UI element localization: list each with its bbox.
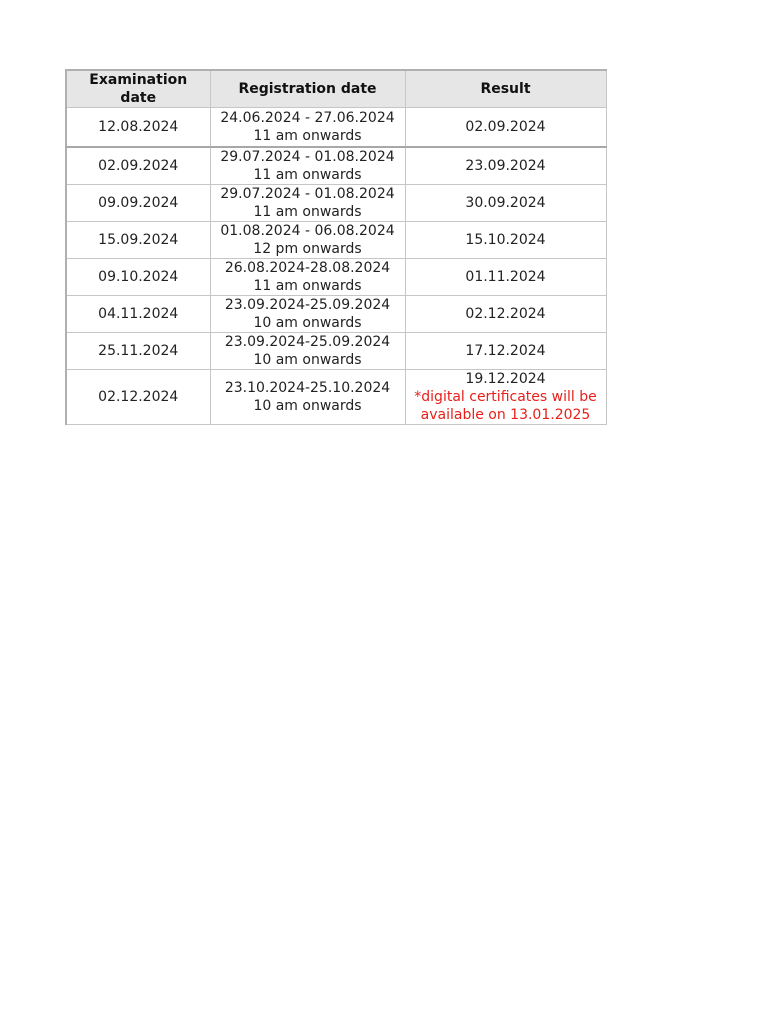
- registration-cell: [210, 259, 405, 296]
- result-date: 19.12.2024: [465, 371, 546, 387]
- registration-cell: [210, 108, 405, 148]
- table-row: [66, 370, 606, 425]
- exam-date-cell: 25.11.2024: [66, 333, 210, 370]
- exam-date-cell: 09.10.2024: [66, 259, 210, 296]
- table-row: [66, 259, 606, 296]
- header-registration-date: Registration date: [210, 70, 405, 108]
- registration-cell: [210, 222, 405, 259]
- registration-dates: 23.09.2024-25.09.2024: [224, 334, 391, 350]
- result-date-cell: 23.09.2024: [405, 147, 606, 185]
- registration-time: 11 am onwards: [253, 204, 362, 220]
- exam-date-cell: 04.11.2024: [66, 296, 210, 333]
- registration-dates: 23.09.2024-25.09.2024: [224, 297, 391, 313]
- table-row: [66, 185, 606, 222]
- exam-schedule-table: [65, 69, 607, 425]
- table-row: [66, 333, 606, 370]
- registration-cell: [210, 333, 405, 370]
- result-date-cell: 01.11.2024: [405, 259, 606, 296]
- registration-dates: 01.08.2024 - 06.08.2024: [220, 223, 395, 239]
- result-date-cell: 02.12.2024: [405, 296, 606, 333]
- registration-dates: 23.10.2024-25.10.2024: [224, 380, 391, 396]
- certificate-note: *digital certificates will be available on 13.01.2025: [414, 389, 597, 423]
- result-cell: [405, 370, 606, 425]
- registration-time: 12 pm onwards: [253, 241, 362, 257]
- exam-date-cell: 02.12.2024: [66, 370, 210, 425]
- result-date-cell: 15.10.2024: [405, 222, 606, 259]
- registration-cell: [210, 296, 405, 333]
- header-result: Result: [405, 70, 606, 108]
- registration-dates: 29.07.2024 - 01.08.2024: [220, 186, 395, 202]
- exam-date-cell: 15.09.2024: [66, 222, 210, 259]
- exam-date-cell: 09.09.2024: [66, 185, 210, 222]
- registration-time: 10 am onwards: [253, 352, 362, 368]
- registration-dates: 24.06.2024 - 27.06.2024: [220, 110, 395, 126]
- registration-dates: 29.07.2024 - 01.08.2024: [220, 149, 395, 165]
- table-row: [66, 296, 606, 333]
- table-row: [66, 147, 606, 185]
- table-row: [66, 222, 606, 259]
- registration-time: 11 am onwards: [253, 278, 362, 294]
- header-row: [66, 70, 606, 108]
- registration-time: 11 am onwards: [253, 128, 362, 144]
- registration-dates: 26.08.2024-28.08.2024: [224, 260, 391, 276]
- registration-cell: [210, 370, 405, 425]
- result-date-cell: 02.09.2024: [405, 108, 606, 148]
- exam-date-cell: 12.08.2024: [66, 108, 210, 148]
- result-date-cell: 17.12.2024: [405, 333, 606, 370]
- exam-date-cell: 02.09.2024: [66, 147, 210, 185]
- registration-cell: [210, 147, 405, 185]
- table-row: [66, 108, 606, 148]
- registration-time: 11 am onwards: [253, 167, 362, 183]
- registration-cell: [210, 185, 405, 222]
- header-examination-date: Examination date: [66, 70, 210, 108]
- registration-time: 10 am onwards: [253, 398, 362, 414]
- registration-time: 10 am onwards: [253, 315, 362, 331]
- result-date-cell: 30.09.2024: [405, 185, 606, 222]
